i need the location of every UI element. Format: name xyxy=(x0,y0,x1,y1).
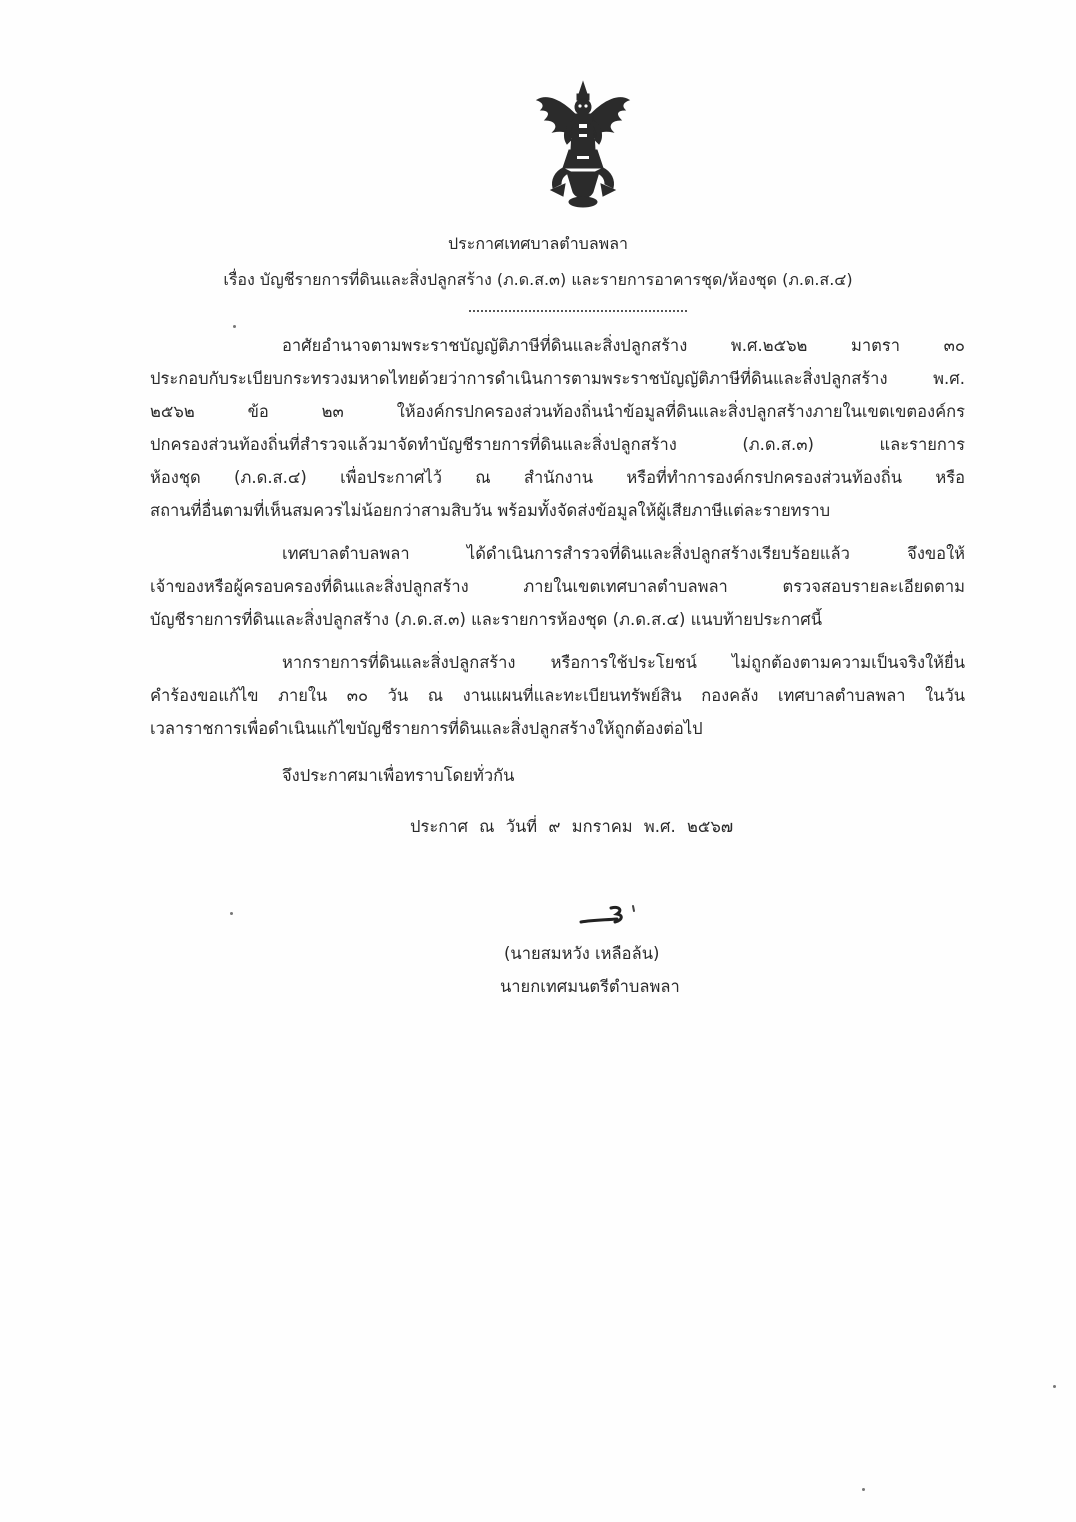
handwritten-signature xyxy=(575,900,645,930)
closing-statement: จึงประกาศมาเพื่อทราบโดยทั่วกัน xyxy=(282,766,515,785)
scan-speck xyxy=(862,1488,865,1491)
paragraph-3-line-2: คำร้องขอแก้ไข ภายใน ๓๐ วัน ณ งานแผนที่และทะเบียนทรัพย์สิน กองคลัง เทศบาลตำบลพลา ในวัน xyxy=(150,686,965,705)
header-divider xyxy=(469,310,687,312)
paragraph-3-line-1: หากรายการที่ดินและสิ่งปลูกสร้าง หรือการใช้ประโยชน์ ไม่ถูกต้องตามความเป็นจริงให้ยื่น xyxy=(282,653,965,672)
paragraph-1-line-5: ห้องชุด (ภ.ด.ส.๔) เพื่อประกาศไว้ ณ สำนักงาน หรือที่ทำการองค์กรปกครองส่วนท้องถิ่น หรือ xyxy=(150,468,965,487)
announcement-date: ประกาศ ณ วันที่ ๙ มกราคม พ.ศ. ๒๕๖๗ xyxy=(410,817,734,836)
paragraph-2-line-1: เทศบาลตำบลพลา ได้ดำเนินการสำรวจที่ดินและสิ่งปลูกสร้างเรียบร้อยแล้ว จึงขอให้ xyxy=(282,544,965,563)
paragraph-3-line-3: เวลาราชการเพื่อดำเนินแก้ไขบัญชีรายการที่ดินและสิ่งปลูกสร้างให้ถูกต้องต่อไป xyxy=(150,719,703,738)
paragraph-2-line-3: บัญชีรายการที่ดินและสิ่งปลูกสร้าง (ภ.ด.ส.๓) และรายการห้องชุด (ภ.ด.ส.๔) แนบท้ายประกาศนี้ xyxy=(150,610,823,629)
announcement-subject: เรื่อง บัญชีรายการที่ดินและสิ่งปลูกสร้าง (ภ.ด.ส.๓) และรายการอาคารชุด/ห้องชุด (ภ.ด.ส.๔) xyxy=(223,270,853,289)
paragraph-1-line-3: ๒๕๖๒ ข้อ ๒๓ ให้องค์กรปกครองส่วนท้องถิ่นนำข้อมูลที่ดินและสิ่งปลูกสร้างภายในเขตเขตองค์กร xyxy=(150,402,965,421)
announcement-title: ประกาศเทศบาลตำบลพลา xyxy=(448,234,628,253)
paragraph-1-line-2: ประกอบกับระเบียบกระทรวงมหาดไทยด้วยว่าการดำเนินการตามพระราชบัญญัติภาษีที่ดินและสิ่งปลูกสร้าง พ.ศ. xyxy=(150,369,965,388)
garuda-emblem-icon xyxy=(533,80,633,210)
paragraph-1-line-1: อาศัยอำนาจตามพระราชบัญญัติภาษีที่ดินและสิ่งปลูกสร้าง พ.ศ.๒๕๖๒ มาตรา ๓๐ xyxy=(282,336,965,355)
scan-speck xyxy=(233,325,236,328)
signatory-position: นายกเทศมนตรีตำบลพลา xyxy=(500,977,680,996)
signatory-name: (นายสมหวัง เหลือล้น) xyxy=(504,944,660,963)
paragraph-1-line-4: ปกครองส่วนท้องถิ่นที่สำรวจแล้วมาจัดทำบัญชีรายการที่ดินและสิ่งปลูกสร้าง (ภ.ด.ส.๓) และรายการ xyxy=(150,435,965,454)
paragraph-2-line-2: เจ้าของหรือผู้ครอบครองที่ดินและสิ่งปลูกสร้าง ภายในเขตเทศบาลตำบลพลา ตรวจสอบรายละเอียดตาม xyxy=(150,577,965,596)
scan-speck xyxy=(230,912,233,915)
scan-speck xyxy=(1053,1385,1056,1388)
paragraph-1-line-6: สถานที่อื่นตามที่เห็นสมควรไม่น้อยกว่าสามสิบวัน พร้อมทั้งจัดส่งข้อมูลให้ผู้เสียภาษีแต่ละรายทราบ xyxy=(150,501,831,520)
